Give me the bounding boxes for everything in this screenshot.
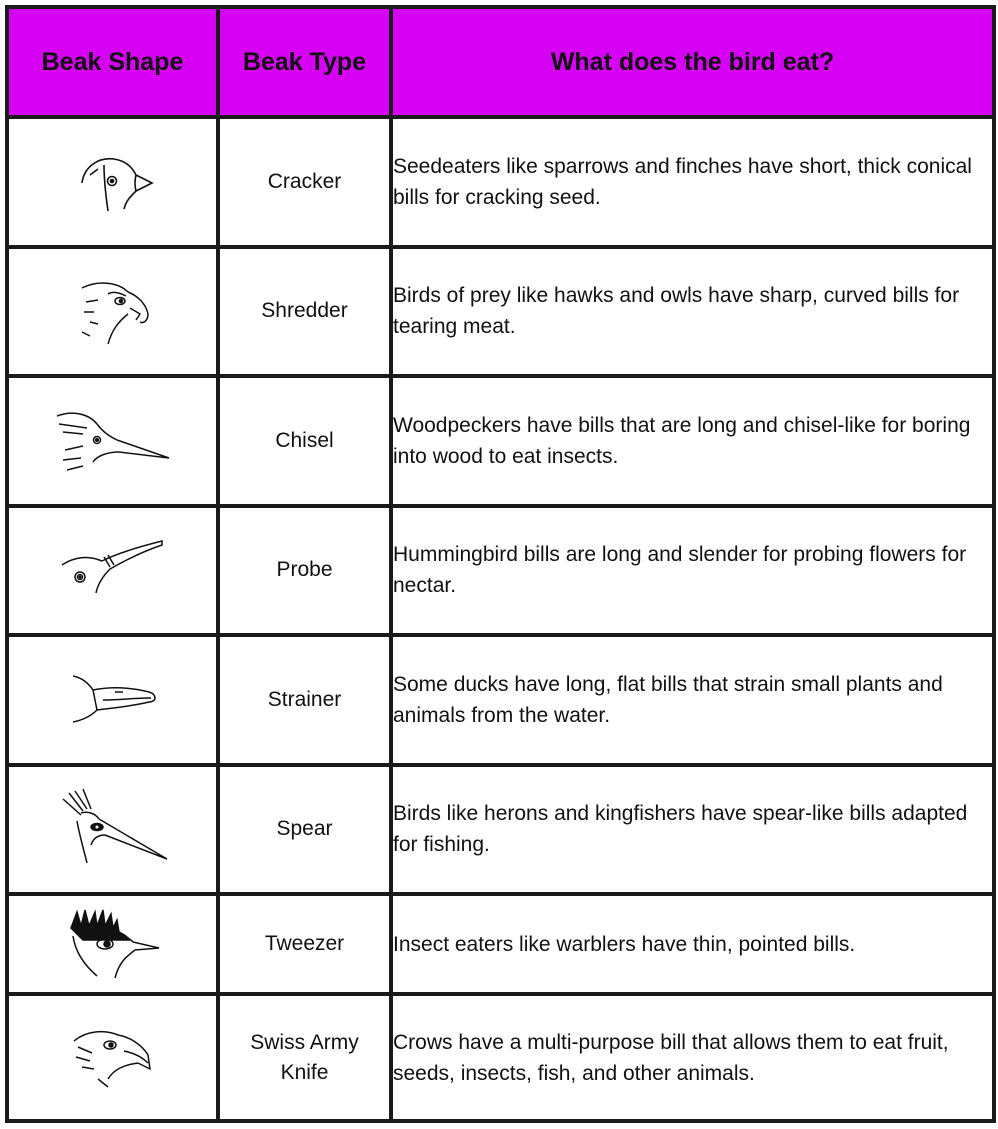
table-row <box>7 506 994 636</box>
table-row <box>7 247 994 377</box>
diet-description: Insect eaters like warblers have thin, pointed bills. <box>391 894 994 994</box>
beak-type-cell: Probe <box>218 506 391 636</box>
beak-shape-cell <box>7 247 218 377</box>
diet-description: Birds like herons and kingfishers have spear-like bills adapted for fishing. <box>391 765 994 895</box>
table-row <box>7 376 994 506</box>
header-beak-shape: Beak Shape <box>7 7 218 117</box>
diet-description: Birds of prey like hawks and owls have sharp, curved bills for tearing meat. <box>391 247 994 377</box>
beak-shape-cell <box>7 117 218 247</box>
beak-type-cell: Shredder <box>218 247 391 377</box>
diet-description: Seedeaters like sparrows and finches have short, thick conical bills for cracking seed. <box>391 117 994 247</box>
beak-type-cell: Chisel <box>218 376 391 506</box>
beak-type-cell: Spear <box>218 765 391 895</box>
beak-shape-cell <box>7 765 218 895</box>
shredder-beak-icon <box>68 274 158 348</box>
beak-shape-cell <box>7 894 218 994</box>
beak-type-line: Knife <box>280 1060 329 1084</box>
strainer-beak-icon <box>63 670 163 730</box>
diet-description: Crows have a multi-purpose bill that allows them to eat fruit, seeds, insects, fish, and other animals. <box>391 994 994 1121</box>
tweezer-beak-icon <box>63 906 163 982</box>
beak-type-cell <box>218 994 391 1121</box>
header-row <box>7 7 994 117</box>
table-row <box>7 765 994 895</box>
header-what-eat: What does the bird eat? <box>391 7 994 117</box>
beak-shape-cell <box>7 376 218 506</box>
chisel-beak-icon <box>53 406 173 476</box>
header-beak-type: Beak Type <box>218 7 391 117</box>
beak-shape-cell <box>7 635 218 765</box>
diet-description: Some ducks have long, flat bills that strain small plants and animals from the water. <box>391 635 994 765</box>
table-row <box>7 894 994 994</box>
beak-type-cell: Cracker <box>218 117 391 247</box>
swiss-army-knife-beak-icon <box>68 1023 158 1093</box>
beak-table <box>5 5 996 1123</box>
spear-beak-icon <box>53 787 173 871</box>
beak-type-cell: Strainer <box>218 635 391 765</box>
table-row <box>7 635 994 765</box>
table-row <box>7 994 994 1121</box>
beak-shape-cell <box>7 994 218 1121</box>
table-row <box>7 117 994 247</box>
beak-shape-cell <box>7 506 218 636</box>
diet-description: Hummingbird bills are long and slender for probing flowers for nectar. <box>391 506 994 636</box>
beak-type-cell: Tweezer <box>218 894 391 994</box>
beak-type-line: Swiss Army <box>250 1030 359 1054</box>
probe-beak-icon <box>58 535 168 605</box>
cracker-beak-icon <box>68 147 158 217</box>
diet-description: Woodpeckers have bills that are long and chisel-like for boring into wood to eat insects. <box>391 376 994 506</box>
